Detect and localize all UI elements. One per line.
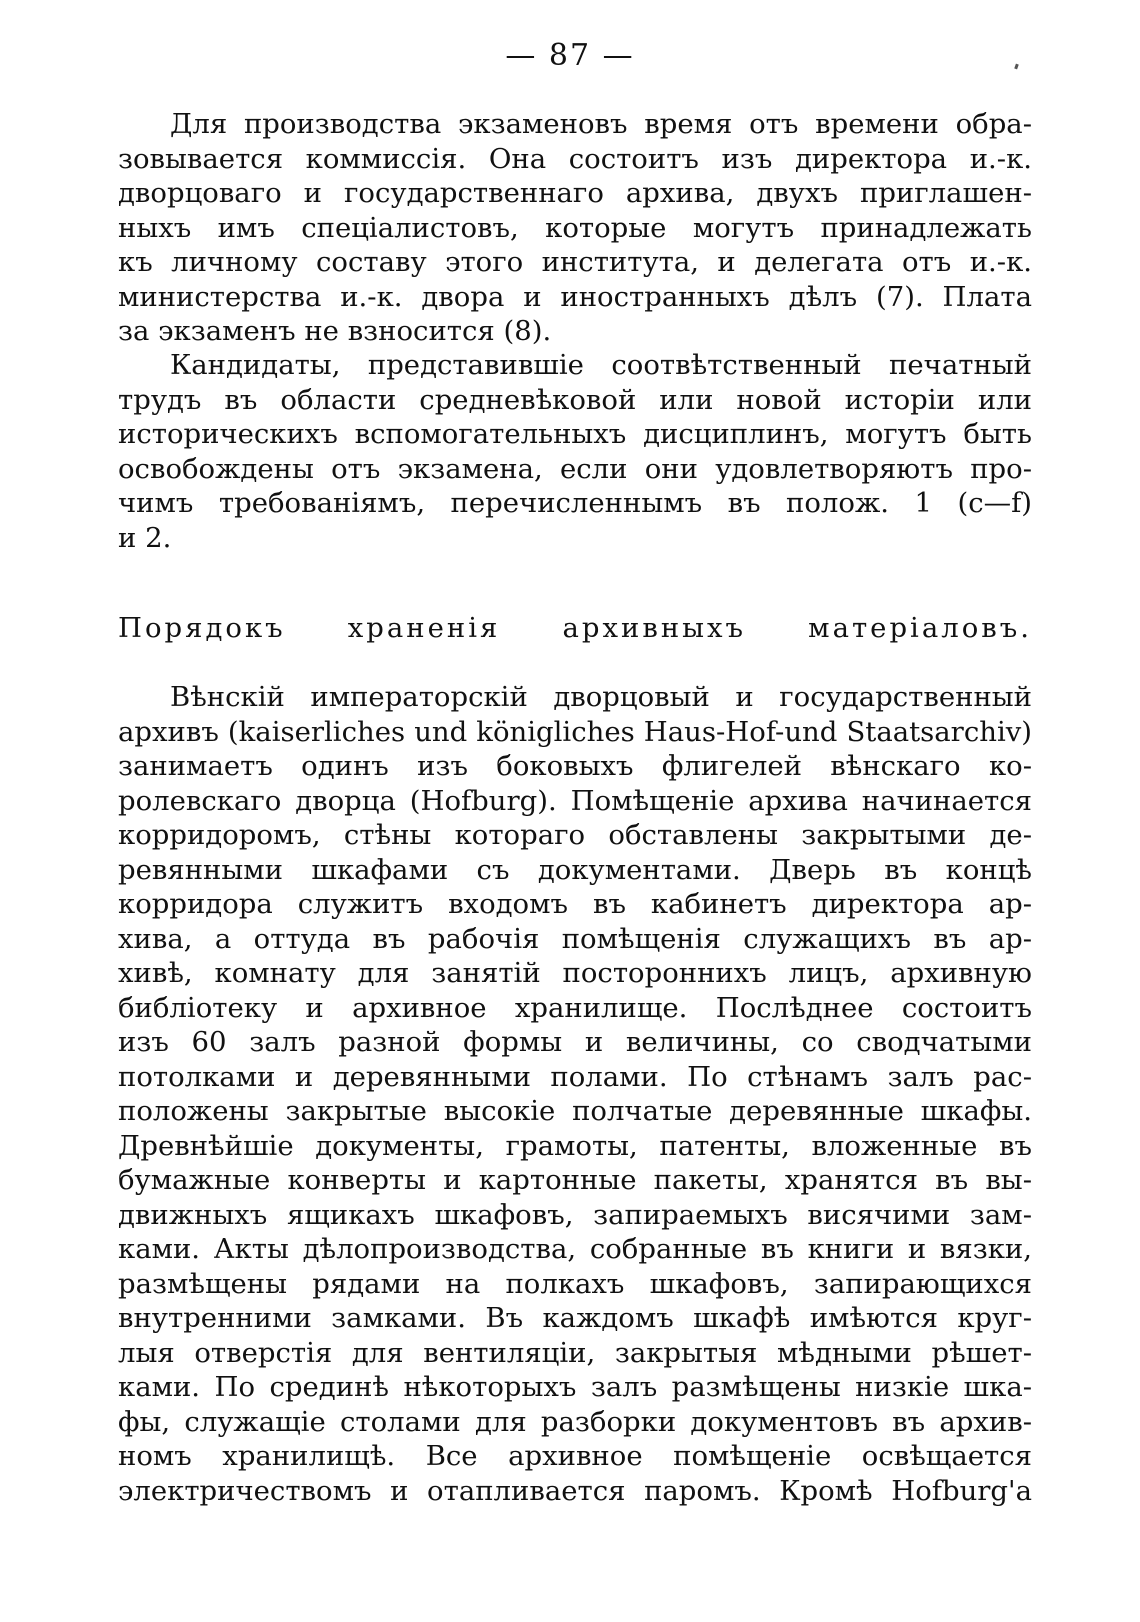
- text-line: занимаетъ одинъ изъ боковыхъ флигелей вѣнскаго ко-: [118, 750, 1032, 782]
- text-line: номъ хранилищѣ. Все архивное помѣщеніе освѣщается: [118, 1440, 1032, 1472]
- text-line: чимъ требованіямъ, перечисленнымъ въ полож. 1 (c—f): [118, 487, 1032, 519]
- paragraph-exam-commission: [118, 107, 1032, 349]
- text-line: фы, служащіе столами для разборки документовъ въ архив-: [118, 1405, 1032, 1438]
- text-line: министерства и.-к. двора и иностранныхъ дѣлъ (7). Плата: [118, 280, 1032, 313]
- text-line: освобождены отъ экзамена, если они удовлетворяютъ про-: [118, 452, 1032, 485]
- text-line: къ личному составу этого института, и делегата отъ и.-к.: [118, 246, 1032, 278]
- section-heading: Порядокъ храненія архивныхъ матеріаловъ.: [118, 612, 1032, 644]
- text-line: движныхъ ящикахъ шкафовъ, запираемыхъ висячими зам-: [118, 1198, 1032, 1231]
- text-line: хивѣ, комнату для занятій постороннихъ лицъ, архивную: [118, 957, 1032, 989]
- text-line: Вѣнскій императорскій дворцовый и государственный: [170, 681, 1032, 713]
- text-line: бумажные конверты и картонные пакеты, хранятся въ вы-: [118, 1164, 1032, 1196]
- text-line: лыя отверстія для вентиляціи, закрытыя мѣдными рѣшет-: [118, 1336, 1032, 1369]
- text-line: историческихъ вспомогательныхъ дисциплинъ, могутъ быть: [118, 418, 1032, 450]
- text-line: архивъ (kaiserliches und königliches Haus-Hof-und Staatsarchiv): [118, 715, 1032, 748]
- text-line: ревянными шкафами съ документами. Дверь въ концѣ: [118, 853, 1032, 886]
- text-line: размѣщены рядами на полкахъ шкафовъ, запирающихся: [118, 1267, 1032, 1300]
- text-line: изъ 60 залъ разной формы и величины, со сводчатыми: [118, 1026, 1032, 1058]
- text-line: положены закрытые высокіе полчатые деревянные шкафы.: [118, 1095, 1032, 1127]
- text-line: трудъ въ области средневѣковой или новой исторіи или: [118, 383, 1032, 416]
- text-line: ками. Акты дѣлопроизводства, собранные въ книги и вязки,: [118, 1233, 1032, 1265]
- page-number: — 87 —: [505, 38, 635, 73]
- text-line: ролевскаго дворца (Hofburg). Помѣщеніе архива начинается: [118, 784, 1032, 817]
- paragraph-exam-exemption: [118, 348, 1032, 555]
- text-line: и 2.: [118, 521, 172, 554]
- text-line: Кандидаты, представившіе соотвѣтственный печатный: [170, 349, 1032, 381]
- text-line: ныхъ имъ спеціалистовъ, которые могутъ принадлежать: [118, 211, 1032, 244]
- text-line: за экзаменъ не взносится (8).: [118, 315, 552, 347]
- text-line: библіотеку и архивное хранилище. Послѣднее состоитъ: [118, 991, 1032, 1024]
- text-line: Древнѣйшіе документы, грамоты, патенты, вложенные въ: [118, 1129, 1032, 1162]
- paragraph-archive-storage: [118, 680, 1032, 1508]
- text-line: Для производства экзаменовъ время отъ времени обра-: [170, 108, 1032, 140]
- text-line: потолками и деревянными полами. По стѣнамъ залъ рас-: [118, 1060, 1032, 1093]
- text-line: зовывается коммиссія. Она состоитъ изъ директора и.-к.: [118, 142, 1032, 175]
- text-line: электричествомъ и отапливается паромъ. Кромѣ Hofburg'а: [118, 1474, 1032, 1507]
- text-line: внутренними замками. Въ каждомъ шкафѣ имѣются круг-: [118, 1302, 1032, 1334]
- text-line: ками. По срединѣ нѣкоторыхъ залъ размѣщены низкіе шка-: [118, 1371, 1032, 1403]
- text-line: корридора служитъ входомъ въ кабинетъ директора ар-: [118, 888, 1032, 920]
- text-line: корридоромъ, стѣны котораго обставлены закрытыми де-: [118, 819, 1032, 851]
- text-line: хива, а оттуда въ рабочія помѣщенія служащихъ въ ар-: [118, 922, 1032, 955]
- text-line: дворцоваго и государственнаго архива, двухъ приглашен-: [118, 177, 1032, 209]
